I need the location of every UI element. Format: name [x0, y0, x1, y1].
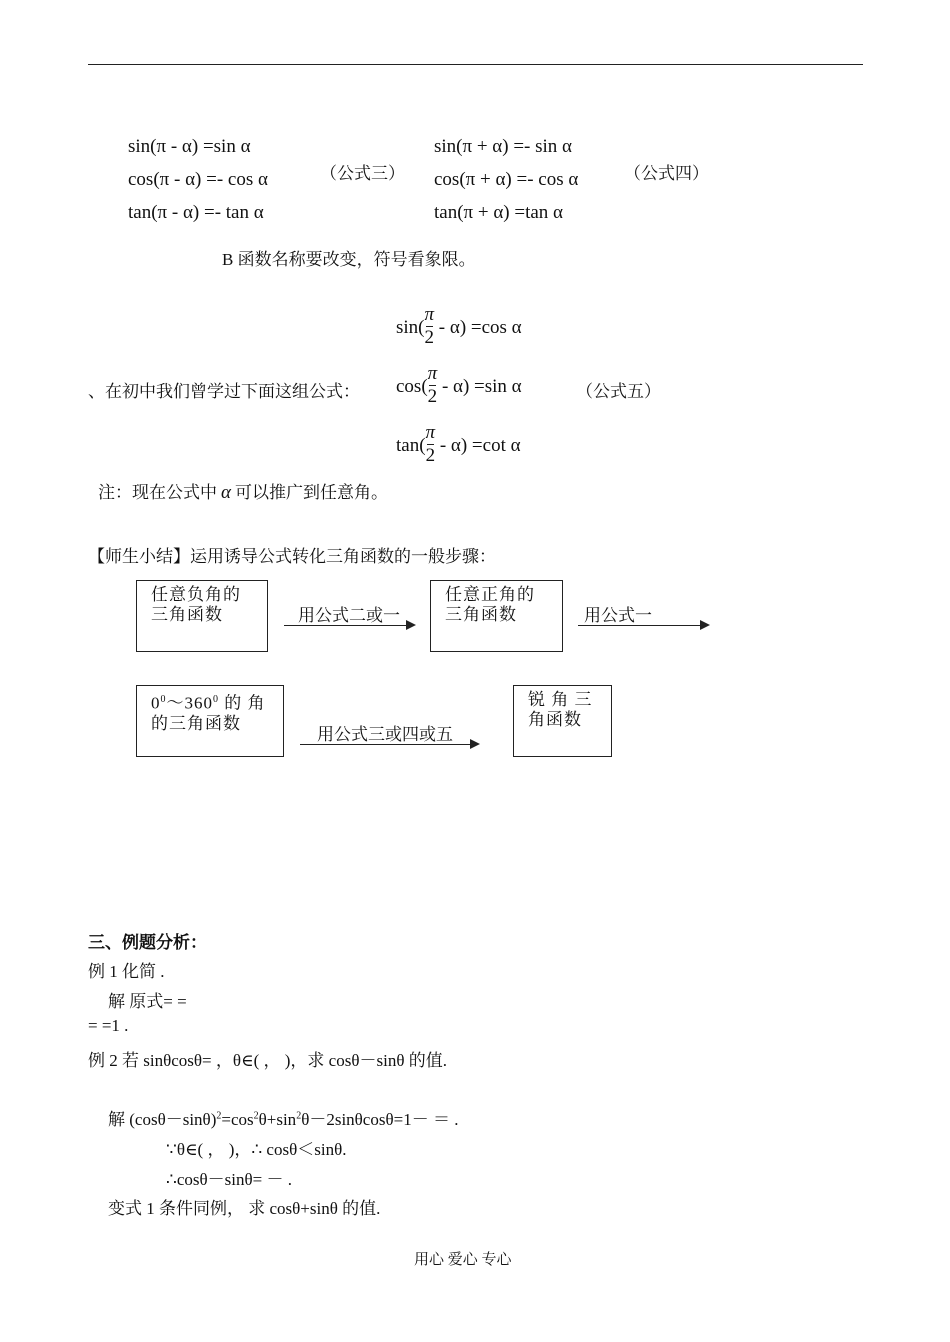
formula5-line3 [396, 424, 521, 469]
formula5-func: cos( [396, 375, 428, 397]
note-suffix: 可以推广到任意角。 [234, 483, 388, 502]
flow-box-0-360-angle [136, 685, 284, 757]
example2-line3: ∴cosθ－sinθ= － . [166, 1170, 292, 1189]
flow-box-positive-angle: 任意正角的三角函数 [430, 580, 563, 652]
box3-text: 0 [151, 693, 161, 713]
flow-box-acute-angle: 锐 角 三角函数 [513, 685, 612, 757]
flow-arrow1 [284, 625, 414, 626]
exponent: 2 [253, 1110, 259, 1122]
formula3-line1: sin(π - α) =sin α [128, 136, 251, 157]
page-footer: 用心 爱心 专心 [414, 1252, 512, 1268]
pi-over-2-fraction [428, 363, 438, 408]
note-alpha: α [221, 482, 231, 503]
solution-part: =cos [221, 1110, 254, 1129]
flow-box-negative-angle: 任意负角的三角函数 [136, 580, 268, 652]
example2: 例 2 若 sinθcosθ= ，θ∈( ， )，求 cosθ－sinθ 的值. [88, 1051, 447, 1070]
flow-arrow1-label: 用公式二或一 [298, 606, 400, 625]
solution-part: θ－2sinθcosθ=1－ ＝ . [301, 1110, 459, 1129]
exponent: 2 [296, 1110, 302, 1122]
pi-over-2-fraction [426, 422, 436, 467]
formula4-line2: cos(π + α) =- cos α [434, 169, 579, 190]
example1: 例 1 化简 . [88, 962, 165, 981]
degree-sup: 0 [160, 694, 167, 705]
formula4-label: （公式四） [624, 164, 709, 183]
fraction-numerator: π [427, 363, 438, 384]
fraction-numerator: π [424, 304, 435, 325]
flow-arrow3-label: 用公式三或四或五 [317, 725, 453, 744]
example1-solution: 解 原式= = [108, 992, 187, 1011]
formula5-func: sin( [396, 316, 425, 338]
fraction-denominator: 2 [425, 445, 436, 466]
formula4-line3: tan(π + α) =tan α [434, 202, 564, 223]
formula5-line2 [396, 365, 522, 410]
pi-over-2-fraction [425, 304, 435, 349]
fraction-numerator: π [425, 422, 436, 443]
box3-text: 的 角的三角函数 [151, 693, 266, 733]
formula5-func: tan( [396, 434, 426, 456]
formula5-rest: - α) =sin α [441, 375, 522, 397]
flow-arrow3 [300, 744, 478, 745]
formula5-rest: - α) =cot α [439, 434, 521, 456]
variant1: 变式 1 条件同例， 求 cosθ+sinθ 的值. [108, 1199, 381, 1218]
box3-text: ～360 [166, 693, 213, 713]
example2-solution [108, 1105, 458, 1130]
formula5-rest: - α) =cos α [438, 316, 522, 338]
formula3-label: （公式三） [320, 164, 405, 183]
formula5-label: （公式五） [576, 382, 661, 401]
fraction-denominator: 2 [424, 327, 435, 348]
formula5-intro: 、在初中我们曾学过下面这组公式： [88, 382, 360, 401]
fraction-denominator: 2 [427, 386, 438, 407]
note-line [98, 478, 388, 504]
formula3-line3: tan(π - α) =- tan α [128, 202, 264, 223]
header-rule [88, 64, 863, 65]
formula3-line2: cos(π - α) =- cos α [128, 169, 268, 190]
solution-part: θ+sin [258, 1110, 297, 1129]
exponent: 2 [216, 1110, 222, 1122]
summary-title: 【师生小结】运用诱导公式转化三角函数的一般步骤： [88, 547, 496, 566]
formula5-line1 [396, 306, 522, 351]
example1-result: = =1 . [88, 1016, 129, 1035]
flow-arrow2 [578, 625, 708, 626]
flow-arrow2-label: 用公式一 [584, 606, 652, 625]
rule-b-text: B 函数名称要改变，符号看象限。 [222, 250, 476, 269]
formula4-line1: sin(π + α) =- sin α [434, 136, 573, 157]
degree-sup: 0 [213, 694, 219, 705]
note-prefix: 注：现在公式中 [98, 483, 217, 502]
section3-heading: 三、例题分析： [88, 933, 207, 952]
solution-part: 解 (cosθ－sinθ) [108, 1110, 217, 1129]
example2-line2: ∵θ∈( ， )，∴ cosθ＜sinθ. [166, 1140, 347, 1159]
